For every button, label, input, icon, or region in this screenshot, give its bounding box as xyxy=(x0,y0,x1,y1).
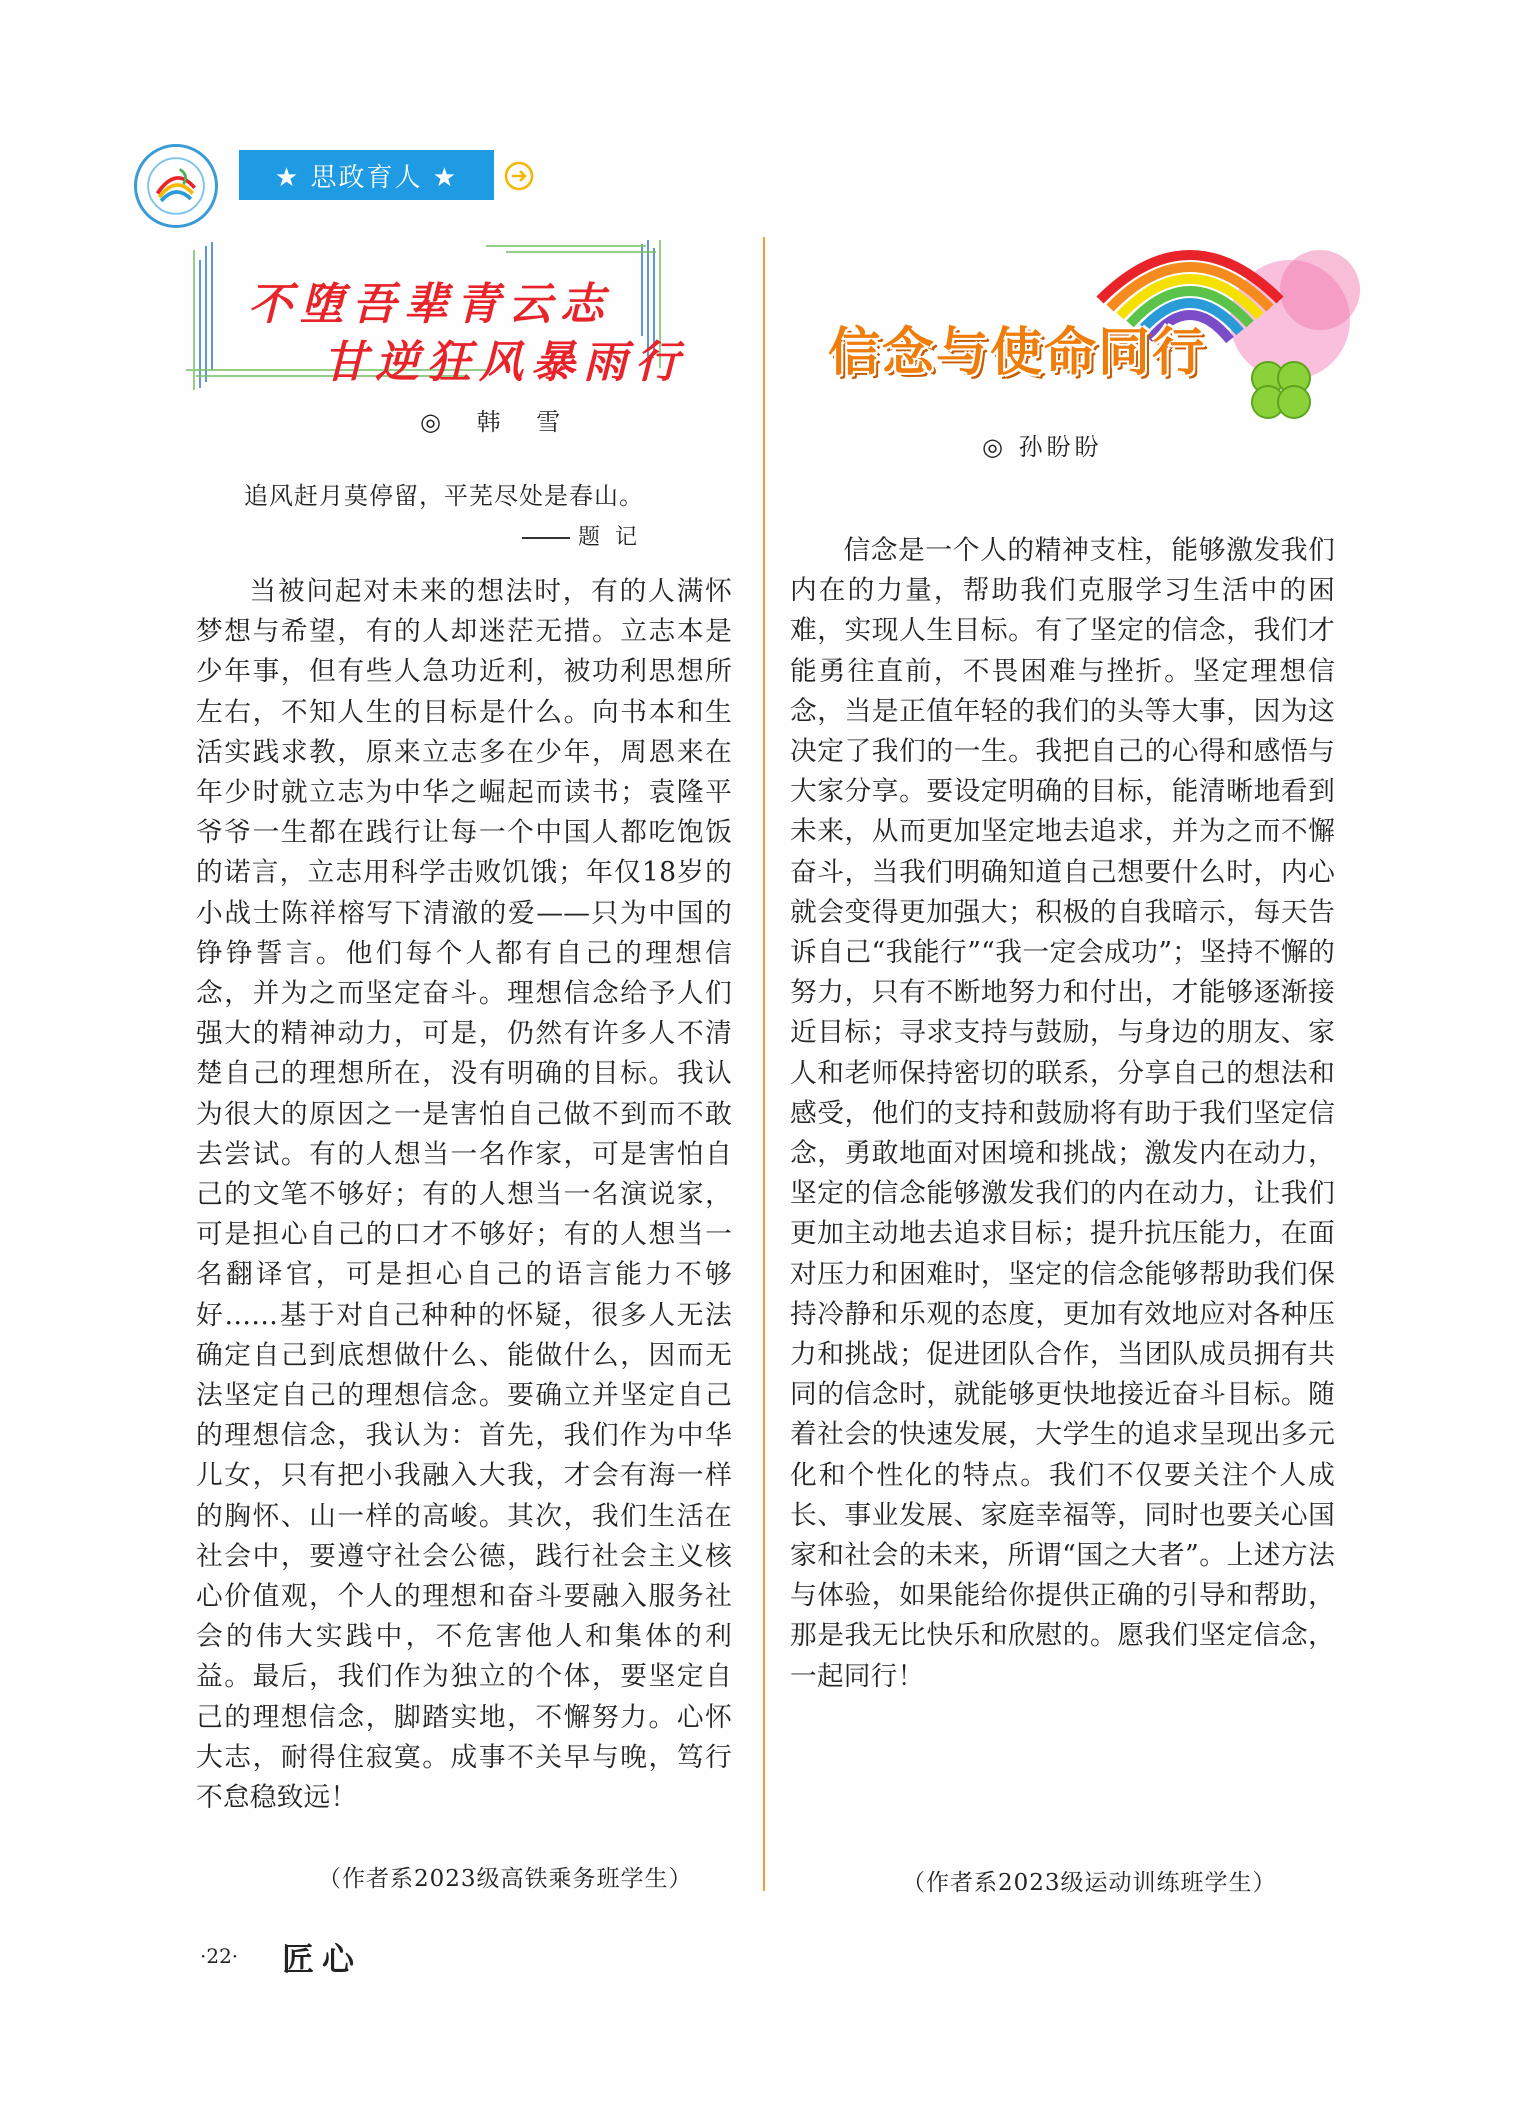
page-number: ·22· xyxy=(200,1944,239,1968)
school-emblem-icon xyxy=(134,144,218,228)
left-title-line1: 不堕吾辈青云志 xyxy=(248,279,612,330)
epigraph: 追风赶月莫停留，平芜尽处是春山。 xyxy=(244,482,644,510)
left-author-credit: （作者系2023级高铁乘务班学生） xyxy=(318,1866,693,1892)
section-label: ★ 思政育人 ★ xyxy=(274,162,459,193)
magazine-name: 匠心 xyxy=(282,1940,363,1978)
epigraph-signature xyxy=(522,520,641,551)
left-article-body: 当被问起对未来的想法时，有的人满怀梦想与希望，有的人却迷茫无措。立志本是少年事，但有些人急功近利，被功利思想所左右，不知人生的目标是什么。向书本和生活实践求教，原来立志多在少年，周恩来在年少时就立志为中华之崛起而读书；袁隆平爷爷一生都在践行让每一个中国人都吃饱饭的诺言，立志用科学击败饥饿；年仅18岁的小战士陈祥榕写下清澈的爱——只为中国的铮铮誓言。他们每个人都有自己的理想信念，并为之而坚定奋斗。理想信念给予人们强大的精神动力，可是，仍然有许多人不清楚自己的理想所在，没有明确的目标。我认为很大的原因之一是害怕自己做不到而不敢去尝试。有的人想当一名作家，可是害怕自己的文笔不够好；有的人想当一名演说家，可是担心自己的口才不够好；有的人想当一名翻译官，可是担心自己的语言能力不够好……基于对自己种种的怀疑，很多人无法确定自己到底想做什么、能做什么，因而无法坚定自己的理想信念。要确立并坚定自己的理想信念，我认为：首先，我们作为中华儿女，只有把小我融入大我，才会有海一样的胸怀、山一样的高峻。其次，我们生活在社会中，要遵守社会公德，践行社会主义核心价值观，个人的理想和奋斗要融入服务社会的伟大实践中，不危害他人和集体的利益。最后，我们作为独立的个体，要坚定自己的理想信念，脚踏实地，不懈努力。心怀大志，耐得住寂寞。成事不关早与晚，笃行不怠稳致远！ xyxy=(196,576,732,1814)
right-author: ◎ 孙盼盼 xyxy=(982,433,1103,461)
right-article-body: 信念是一个人的精神支柱，能够激发我们内在的力量，帮助我们克服学习生活中的困难，实现人生目标。有了坚定的信念，我们才能勇往直前，不畏困难与挫折。坚定理想信念，当是正值年轻的我们的头等大事，因为这决定了我们的一生。我把自己的心得和感悟与大家分享。要设定明确的目标，能清晰地看到未来，从而更加坚定地去追求，并为之而不懈奋斗，当我们明确知道自己想要什么时，内心就会变得更加强大；积极的自我暗示，每天告诉自己“我能行”“我一定会成功”；坚持不懈的努力，只有不断地努力和付出，才能够逐渐接近目标；寻求支持与鼓励，与身边的朋友、家人和老师保持密切的联系，分享自己的想法和感受，他们的支持和鼓励将有助于我们坚定信念，勇敢地面对困境和挑战；激发内在动力，坚定的信念能够激发我们的内在动力，让我们更加主动地去追求目标；提升抗压能力，在面对压力和困难时，坚定的信念能够帮助我们保持冷静和乐观的态度，更加有效地应对各种压力和挑战；促进团队合作，当团队成员拥有共同的信念时，就能够更快地接近奋斗目标。随着社会的快速发展，大学生的追求呈现出多元化和个性化的特点。我们不仅要关注个人成长、事业发展、家庭幸福等，同时也要关心国家和社会的未来，所谓“国之大者”。上述方法与体验，如果能给你提供正确的引导和帮助，那是我无比快乐和欣慰的。愿我们坚定信念，一起同行！ xyxy=(790,535,1335,1692)
dash-line xyxy=(522,537,570,539)
left-title-line2: 甘逆狂风暴雨行 xyxy=(323,337,687,388)
section-banner xyxy=(239,150,494,200)
right-title: 信念与使命同行 xyxy=(828,323,1207,383)
right-author-credit: （作者系2023级运动训练班学生） xyxy=(902,1870,1277,1896)
arrow-right-circle-icon xyxy=(504,161,534,191)
left-author: ◎ 韩 雪 xyxy=(420,408,575,436)
epigraph-sign-text: 题 记 xyxy=(578,525,641,550)
column-divider xyxy=(763,237,765,1891)
